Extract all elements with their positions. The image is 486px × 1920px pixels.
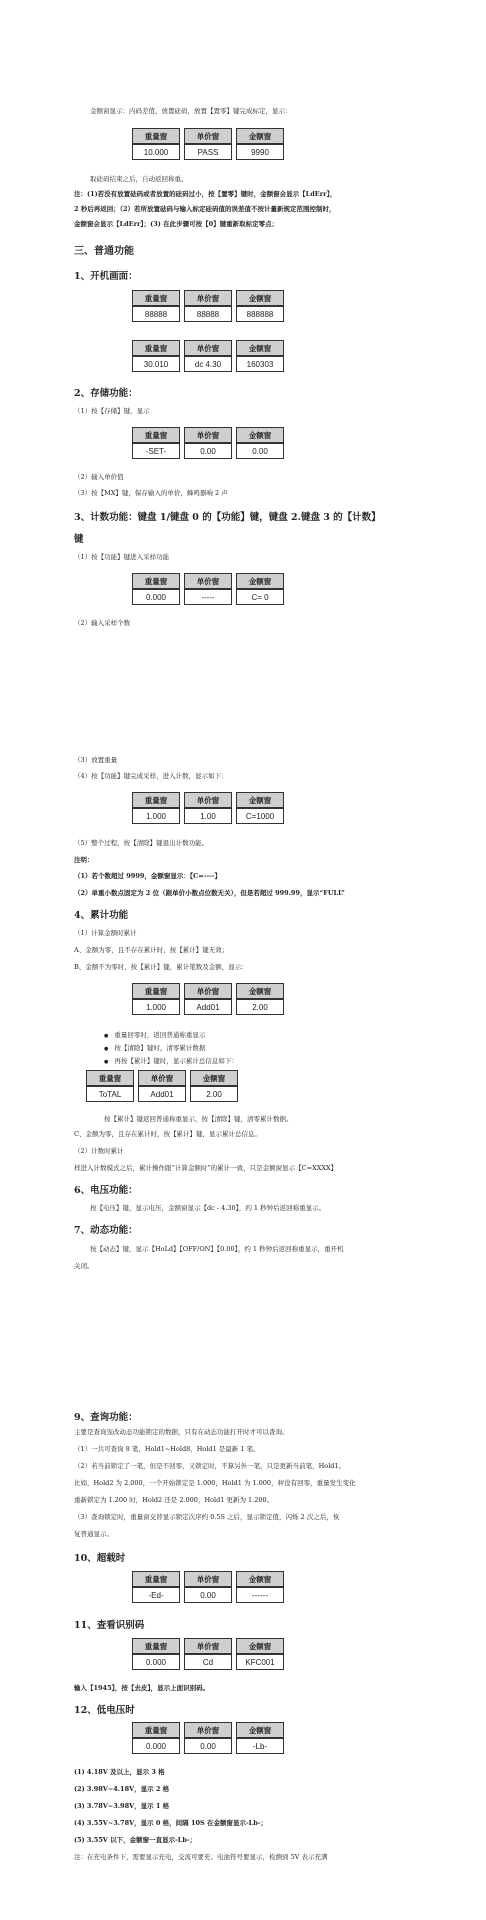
table-value-row: [86, 1086, 238, 1102]
window-value: 88888: [184, 306, 232, 322]
table-header-row: [132, 128, 284, 144]
window-label: 重量窗: [132, 427, 180, 443]
window-label: 重量窗: [132, 792, 180, 808]
dynamic-text-1: 按【动态】键，显示【HoLd】【OFF/ON】【0.00】，约 1 秒钟后返回称重显示，重开机: [90, 1245, 344, 1253]
window-value: Cd: [184, 1654, 232, 1670]
window-label: 金额窗: [236, 290, 284, 306]
table-header-row: [132, 340, 284, 356]
count-step-5: （5）整个过程，按【清除】键退出计数功能。: [74, 839, 209, 847]
window-label: 金额窗: [236, 1638, 284, 1654]
window-value: 2.00: [236, 999, 284, 1015]
query-text-0: 主要是查询宠改动态功能锁定的数据，只有在动态功能打开时才可以查询。: [74, 1428, 289, 1436]
cal-return-text: 取砝码结束之后，自动返回称重。: [90, 175, 188, 183]
table-value-row: [132, 999, 284, 1015]
id-note: 输入【1945】，按【去皮】，显示上面识别码。: [74, 1684, 210, 1692]
window-value: 0.000: [132, 1738, 180, 1754]
display-table-acc-2: [82, 1070, 242, 1102]
window-value: 0.000: [132, 1654, 180, 1670]
heading-low-voltage: 12、低电压时: [74, 1705, 135, 1716]
count-step-1: （1）按【功能】键进入采样功能: [74, 553, 170, 561]
window-value: -----: [184, 589, 232, 605]
count-note-label: 注明：: [74, 856, 94, 864]
count-step-3: （3）放置重量: [74, 756, 118, 764]
low-voltage-4: (4) 3.55V~3.78V，显示 0 格，间隔 10S 在金额窗显示-Lb-；: [74, 1819, 267, 1827]
query-text-2: （2）若当前锁定了一笔，但是不回零，又锁定时，不算另外一笔，只是更新当前笔，Hold1。: [74, 1462, 346, 1470]
display-table-boot-2: [128, 340, 288, 372]
heading-dynamic: 7、动态功能：: [74, 1225, 138, 1236]
window-label: 单价窗: [184, 1638, 232, 1654]
window-value: 1.000: [132, 999, 180, 1015]
window-value: 0.00: [184, 443, 232, 459]
window-label: 金额窗: [236, 792, 284, 808]
query-text-4: 重新锁定为 1.200 时，Hold2 还是 2.000，Hold1 更新为 1.200。: [74, 1496, 274, 1504]
acc-bullet-3: ● 再按【累计】键时，显示累计总信息如下：: [104, 1056, 238, 1065]
heading-count-cont: 键: [74, 534, 84, 545]
window-value: 888888: [236, 306, 284, 322]
acc-case-c: C、金额为零，且存在累计时，按【累计】键，显示累计总信息。: [74, 1130, 261, 1138]
table-header-row: [132, 983, 284, 999]
store-step-2: （2）输入单价值: [74, 473, 124, 481]
window-label: 重量窗: [132, 573, 180, 589]
store-step-1: （1）按【存储】键，显示: [74, 407, 150, 415]
window-value: 0.00: [184, 1738, 232, 1754]
window-value: dc 4.30: [184, 356, 232, 372]
window-value: 0.000: [132, 589, 180, 605]
display-table-count-2: [128, 792, 288, 824]
table-value-row: [132, 589, 284, 605]
display-table-store: [128, 427, 288, 459]
window-label: 金额窗: [236, 1571, 284, 1587]
window-label: 单价窗: [184, 1571, 232, 1587]
display-table-cal: [128, 128, 288, 160]
window-label: 金额窗: [236, 573, 284, 589]
window-value: ToTAL: [86, 1086, 134, 1102]
window-label: 单价窗: [138, 1070, 186, 1086]
window-value: 2.00: [190, 1086, 238, 1102]
window-value: KFC001: [236, 1654, 284, 1670]
voltage-text: 按【电压】键，显示电压，金额窗显示【dc - 4.30】，约 1 秒钟后返回称重显示。: [90, 1204, 326, 1212]
window-label: 单价窗: [184, 573, 232, 589]
window-label: 重量窗: [86, 1070, 134, 1086]
acc-bullet-2: ● 按【清除】键时，清零累计数据: [104, 1043, 205, 1052]
window-value: C=1000: [236, 808, 284, 824]
window-value: 10.000: [132, 144, 180, 160]
table-header-row: [132, 1722, 284, 1738]
window-value: 30.010: [132, 356, 180, 372]
heading-count: 3、计数功能：键盘 1/键盘 0 的【功能】键，键盘 2.键盘 3 的【计数】: [74, 512, 381, 523]
window-value: 160303: [236, 356, 284, 372]
window-label: 金额窗: [236, 128, 284, 144]
window-label: 重量窗: [132, 340, 180, 356]
window-value: 1.00: [184, 808, 232, 824]
display-table-acc-1: [128, 983, 288, 1015]
window-value: 88888: [132, 306, 180, 322]
window-label: 单价窗: [184, 792, 232, 808]
window-value: -SET-: [132, 443, 180, 459]
window-value: 1.000: [132, 808, 180, 824]
table-value-row: [132, 808, 284, 824]
table-value-row: [132, 306, 284, 322]
window-label: 单价窗: [184, 1722, 232, 1738]
table-value-row: [132, 1654, 284, 1670]
window-value: 9990: [236, 144, 284, 160]
window-label: 单价窗: [184, 340, 232, 356]
window-value: 0.00: [236, 443, 284, 459]
cal-text: 金额窗显示：内码差值，放置砝码，放置【置零】键完成标定，显示：: [90, 107, 292, 115]
query-text-3: 比如，Hold2 为 2.000，一个开始锁定是 1.000，Hold1 为 1.000，秤没有回零，重量发生变化: [74, 1479, 356, 1487]
acc-case-b: B、金额不为零时，按【累计】键，累计笔数及金额，显示：: [74, 963, 248, 971]
acc-step-1: （1）计算金额时累计: [74, 929, 137, 937]
window-label: 单价窗: [184, 290, 232, 306]
acc-back-text: 按【累计】键返回普通称重显示，按【清除】键，清零累计数据。: [104, 1115, 293, 1123]
display-table-count-1: [128, 573, 288, 605]
heading-query: 9、查询功能：: [74, 1412, 138, 1423]
store-step-3: （3）按【MX】键，保存输入的单价，蜂鸣器响 2 声: [74, 489, 228, 497]
display-table-overload: [128, 1571, 288, 1603]
window-value: -Lb-: [236, 1738, 284, 1754]
window-label: 单价窗: [184, 427, 232, 443]
window-value: ------: [236, 1587, 284, 1603]
heading-accumulate: 4、累计功能: [74, 910, 129, 921]
low-voltage-5: (5) 3.55V 以下，金额窗一直显示-Lb-；: [74, 1836, 197, 1844]
window-label: 金额窗: [236, 427, 284, 443]
window-label: 单价窗: [184, 128, 232, 144]
window-label: 金额窗: [236, 983, 284, 999]
window-label: 金额窗: [236, 1722, 284, 1738]
window-label: 金额窗: [190, 1070, 238, 1086]
table-value-row: [132, 1587, 284, 1603]
query-text-1: （1）一共可查询 8 笔，Hold1~Hold8，Hold1 是最新 1 笔。: [74, 1445, 260, 1453]
window-value: Add01: [138, 1086, 186, 1102]
acc-bullet-1: ● 重量回零时，返回普通称重显示: [104, 1030, 205, 1039]
table-header-row: [86, 1070, 238, 1086]
window-value: -Ed-: [132, 1587, 180, 1603]
window-label: 重量窗: [132, 1722, 180, 1738]
window-label: 重量窗: [132, 290, 180, 306]
display-table-boot-1: [128, 290, 288, 322]
dynamic-text-2: 关闭。: [74, 1262, 94, 1270]
table-header-row: [132, 427, 284, 443]
window-label: 金额窗: [236, 340, 284, 356]
window-label: 重量窗: [132, 128, 180, 144]
table-value-row: [132, 443, 284, 459]
table-value-row: [132, 144, 284, 160]
window-value: PASS: [184, 144, 232, 160]
acc-case-a: A、金额为零，且不存在累计时，按【累计】键无效；: [74, 946, 229, 954]
window-value: Add01: [184, 999, 232, 1015]
table-value-row: [132, 1738, 284, 1754]
heading-voltage: 6、电压功能：: [74, 1185, 138, 1196]
window-label: 重量窗: [132, 1571, 180, 1587]
window-label: 单价窗: [184, 983, 232, 999]
table-header-row: [132, 1571, 284, 1587]
count-step-2: （2）输入采样个数: [74, 619, 131, 627]
query-text-5: （3）查询锁定时，重量窗交替显示锁定次序约 0.5S 之后，显示锁定值，闪烁 2 次之后，恢: [74, 1513, 340, 1521]
heading-boot: 1、开机画面：: [74, 271, 138, 282]
display-table-low-voltage: [128, 1722, 288, 1754]
table-header-row: [132, 573, 284, 589]
heading-id: 11、查看识别码: [74, 1620, 145, 1631]
table-header-row: [132, 1638, 284, 1654]
low-voltage-2: (2) 3.98V~4.18V，显示 2 格: [74, 1785, 170, 1793]
low-voltage-1: (1) 4.18V 及以上，显示 3 格: [74, 1768, 165, 1776]
query-text-6: 复普通显示。: [74, 1530, 113, 1538]
table-value-row: [132, 356, 284, 372]
table-header-row: [132, 792, 284, 808]
low-voltage-3: (3) 3.78V~3.98V，显示 1 格: [74, 1802, 170, 1810]
window-value: C= 0: [236, 589, 284, 605]
low-voltage-note: 注：在充电条件下，需要显示充电，交流可要充；电池符号要显示，检测到 5V 表示充满: [74, 1853, 328, 1861]
acc-step-2-desc: 样进入计数模式之后，累计操作跟“计算金额时”的累计一致，只是金额窗显示【C=XXXX】: [74, 1164, 338, 1172]
display-table-id: [128, 1638, 288, 1670]
section-heading-3: 三、普通功能: [74, 246, 134, 257]
heading-overload: 10、超载时: [74, 1553, 126, 1564]
table-header-row: [132, 290, 284, 306]
heading-store: 2、存储功能：: [74, 388, 138, 399]
window-value: 0.00: [184, 1587, 232, 1603]
note-line-3: 金额窗会显示【LdErr】；(3) 在此步骤可按【0】键重新取标定零点；: [74, 220, 279, 228]
count-note-1: （1）若个数超过 9999，金额窗显示：【C=----】: [74, 872, 222, 880]
count-step-4: （4）按【功能】键完成采样，进入计数，显示如下：: [74, 772, 228, 780]
window-label: 重量窗: [132, 983, 180, 999]
window-label: 重量窗: [132, 1638, 180, 1654]
count-note-2: （2）单重小数点固定为 2 位（跟单价小数点位数无关），但是若超过 999.99，显示“FULL”: [74, 889, 345, 897]
acc-step-2: （2）计数时累计: [74, 1147, 124, 1155]
note-line-2: 2 秒后再返回；（2）若所放置砝码与输入标定砝码值的误差值不按计量新规定范围控制时，: [74, 205, 336, 213]
note-line-1: 注：(1)若没有放置砝码或者放置的砝码过小，按【置零】键时，金额窗会显示【LdErr】，: [74, 190, 337, 198]
